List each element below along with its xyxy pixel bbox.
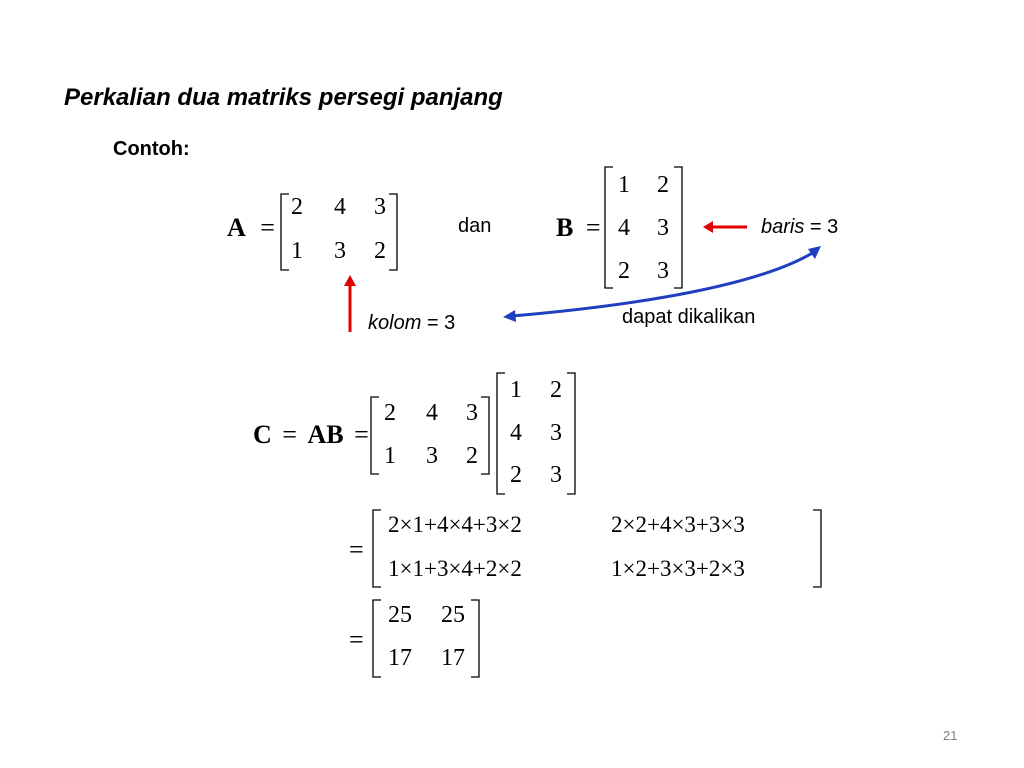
matrix-a-cell: 2 (374, 238, 386, 264)
product-b-cell: 1 (510, 377, 522, 403)
link-arrow (512, 252, 814, 316)
result-equals: = (349, 625, 364, 654)
page-number: 21 (943, 728, 958, 743)
product-ab-label: AB (307, 420, 344, 449)
matrix-b-cell: 1 (618, 172, 630, 198)
product-b-cell: 4 (510, 420, 522, 446)
product-b-left-bracket (497, 373, 505, 494)
matrix-a-right-bracket (389, 194, 397, 270)
link-arrow-head-right (808, 246, 821, 259)
link-arrow-head-left (503, 310, 516, 322)
product-a-cell: 2 (466, 443, 478, 469)
matrix-a-cell: 4 (334, 194, 346, 220)
matrix-b-label: B (556, 213, 574, 242)
product-a-cell: 4 (426, 400, 438, 426)
product-b-cell: 2 (510, 462, 522, 488)
product-a-cell: 3 (466, 400, 478, 426)
product-eq1: = (282, 420, 297, 449)
expanded-cell: 1×1+3×4+2×2 (388, 556, 522, 581)
matrix-b-equals: = (585, 213, 601, 242)
result-cell: 25 (441, 602, 465, 628)
product-b-cell: 2 (550, 377, 562, 403)
matrix-b-cell: 2 (657, 172, 669, 198)
multipliable-text: dapat dikalikan (622, 306, 756, 328)
result-left-bracket (373, 600, 381, 677)
matrix-b-cell: 3 (657, 258, 669, 284)
matrix-a-cell: 1 (291, 238, 303, 264)
rows-value: = 3 (809, 216, 839, 238)
matrix-b-cell: 2 (618, 258, 630, 284)
cols-value: = 3 (426, 312, 456, 334)
matrix-a-label: A (227, 213, 246, 242)
product-b-cell: 3 (550, 462, 562, 488)
product-a-left-bracket (371, 397, 379, 474)
product-a-cell: 3 (426, 443, 438, 469)
result-cell: 25 (388, 602, 412, 628)
product-b-right-bracket (567, 373, 575, 494)
rows-arrow-head (703, 221, 713, 233)
expanded-cell: 2×1+4×4+3×2 (388, 512, 522, 537)
expanded-right-bracket (813, 510, 821, 587)
result-cell: 17 (388, 645, 412, 671)
expanded-left-bracket (373, 510, 381, 587)
matrix-a-cell: 3 (374, 194, 386, 220)
cols-arrow-head (344, 275, 356, 286)
slide-title: Perkalian dua matriks persegi panjang (64, 84, 503, 111)
expanded-equals: = (349, 535, 364, 564)
matrix-b-cell: 4 (618, 215, 630, 241)
product-b-cell: 3 (550, 420, 562, 446)
matrix-a-equals: = (260, 213, 275, 242)
cols-label: kolom (368, 312, 422, 334)
product-a-right-bracket (481, 397, 489, 474)
expanded-cell: 1×2+3×3+2×3 (611, 556, 745, 581)
result-right-bracket (471, 600, 479, 677)
connector-dan: dan (458, 215, 492, 237)
matrix-b-cell: 3 (657, 215, 669, 241)
expanded-cell: 2×2+4×3+3×3 (611, 512, 745, 537)
matrix-a-left-bracket (281, 194, 289, 270)
product-c-label: C (253, 420, 272, 449)
product-eq2: = (354, 420, 369, 449)
product-a-cell: 1 (384, 443, 396, 469)
result-cell: 17 (441, 645, 465, 671)
matrix-a-cell: 3 (334, 238, 346, 264)
rows-label: baris (761, 216, 805, 238)
matrix-a-cell: 2 (291, 194, 303, 220)
matrix-b-right-bracket (674, 167, 682, 288)
product-a-cell: 2 (384, 400, 396, 426)
example-label: Contoh: (113, 138, 190, 160)
matrix-b-left-bracket (605, 167, 613, 288)
